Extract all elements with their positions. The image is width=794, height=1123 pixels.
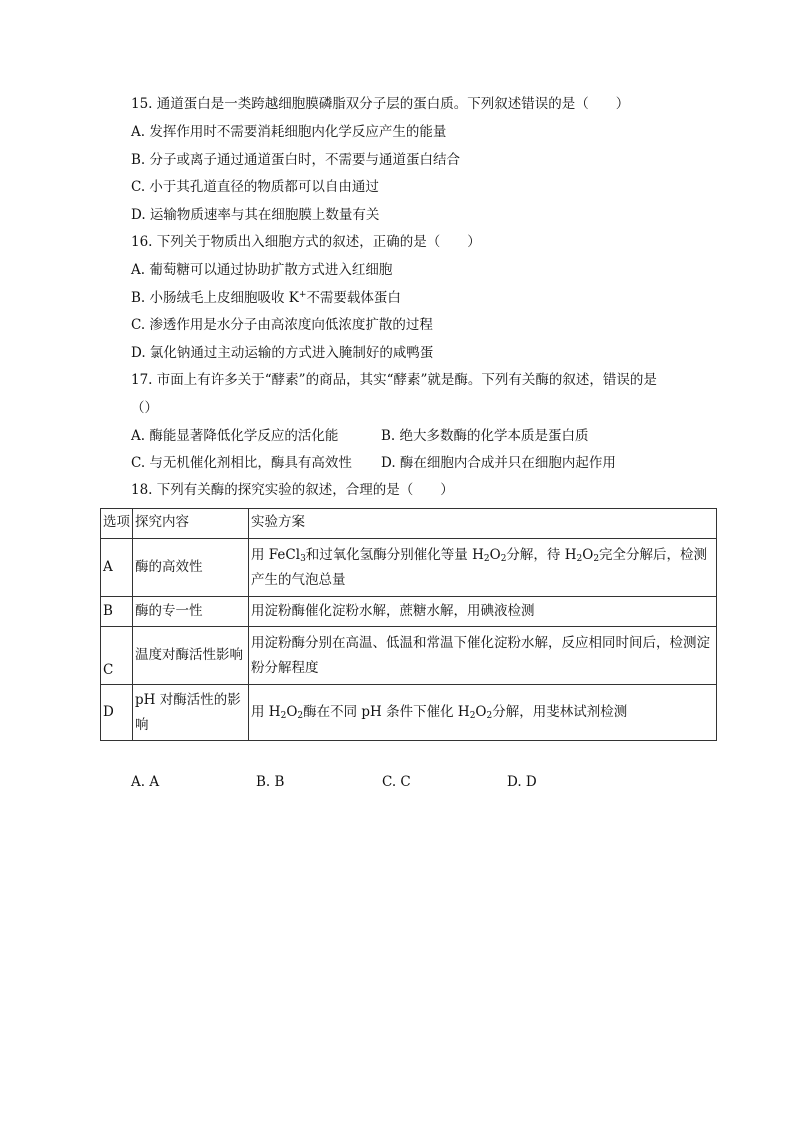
row-d-option: D: [101, 685, 133, 741]
q16-option-b-sup: +: [298, 290, 307, 300]
row-a-plan-text: 完全分解后，检测产生的气泡总量: [251, 546, 708, 588]
row-d-content: pH 对酶活性的影响: [133, 685, 249, 741]
row-a-plan-sub: 3: [300, 553, 306, 564]
row-a-plan-text: O: [489, 546, 501, 563]
row-b-content: 酶的专一性: [133, 597, 249, 627]
table-row: [101, 539, 717, 597]
header-content: 探究内容: [133, 509, 249, 539]
q16-option-b-post: 不需要载体蛋白: [306, 290, 401, 306]
q15-option-b: B. 分子或离子通过通道蛋白时，不需要与通道蛋白结合: [131, 152, 461, 168]
row-a-plan-sub: 2: [576, 553, 583, 564]
row-d-plan-sub: 2: [486, 711, 493, 721]
q15-option-c: C. 小于其孔道直径的物质都可以自由通过: [131, 179, 379, 195]
q16-stem: 16. 下列关于物质出入细胞方式的叙述，正确的是（ ）: [131, 234, 481, 250]
row-c-content: 温度对酶活性影响: [133, 627, 249, 685]
q15-option-d: D. 运输物质速率与其在细胞膜上数量有关: [131, 207, 380, 223]
row-c-plan: 用淀粉酶分别在高温、低温和常温下催化淀粉水解，反应相同时间后，检测淀粉分解程度: [249, 627, 717, 685]
row-d-plan-sub: 2: [280, 711, 287, 721]
q17-option-d: D. 酶在细胞内合成并只在细胞内起作用: [381, 455, 616, 471]
row-d-plan-sub: 2: [469, 711, 476, 721]
row-a-option: A: [101, 539, 133, 597]
row-d-plan-text: 酶在不同 pH 条件下催化 H: [303, 704, 470, 720]
table-row: [101, 627, 717, 685]
header-option: 选项: [101, 509, 133, 539]
table-header-row: [101, 509, 717, 539]
row-d-plan: [249, 685, 717, 741]
row-d-plan-text: O: [475, 704, 487, 720]
row-d-plan-sub: 2: [297, 711, 304, 721]
q17-option-c: C. 与无机催化剂相比，酶具有高效性: [131, 455, 352, 471]
row-d-plan-text: O: [286, 704, 298, 720]
row-c-option: C: [101, 627, 133, 685]
row-a-plan-sub: 2: [483, 553, 490, 564]
row-a-plan-text: 分解，待 H: [506, 546, 577, 563]
row-b-option: B: [101, 597, 133, 627]
q15-stem: 15. 通道蛋白是一类跨越细胞膜磷脂双分子层的蛋白质。下列叙述错误的是（ ）: [131, 96, 630, 112]
row-a-plan-sub: 2: [593, 553, 600, 564]
q18-option-c: C. C: [382, 774, 411, 790]
q15-option-a: A. 发挥作用时不需要消耗细胞内化学反应产生的能量: [131, 124, 447, 140]
row-d-plan-text: 用 H: [251, 704, 281, 720]
row-b-plan: 用淀粉酶催化淀粉水解，蔗糖水解，用碘液检测: [249, 597, 717, 627]
q17-option-a: A. 酶能显著降低化学反应的活化能: [131, 428, 339, 444]
q18-option-d: D. D: [507, 774, 537, 790]
header-plan: 实验方案: [249, 509, 717, 539]
q17-stem: 17. 市面上有许多关于“酵素”的商品，其实“酵素”就是酶。下列有关酶的叙述，错误的是: [131, 372, 657, 388]
row-a-plan: [249, 539, 717, 597]
row-a-plan-text: 用 FeCl: [251, 546, 301, 563]
row-a-plan-text: O: [582, 546, 594, 563]
table-row: [101, 685, 717, 741]
row-d-plan-text: 分解，用斐林试剂检测: [492, 704, 628, 720]
table-row: [101, 597, 717, 627]
q18-option-a: A. A: [131, 774, 160, 790]
experiment-table: [100, 508, 717, 741]
q16-option-b: [131, 289, 401, 307]
q17-option-b: B. 绝大多数酶的化学本质是蛋白质: [381, 428, 589, 444]
q18-option-b: B. B: [256, 774, 285, 790]
row-a-plan-text: 和过氧化氢酶分别催化等量 H: [305, 546, 484, 563]
q16-option-d: D. 氯化钠通过主动运输的方式进入腌制好的咸鸭蛋: [131, 345, 434, 361]
row-a-content: 酶的高效性: [133, 539, 249, 597]
q16-option-b-pre: B. 小肠绒毛上皮细胞吸收 K: [131, 290, 299, 306]
q16-option-a: A. 葡萄糖可以通过协助扩散方式进入红细胞: [131, 262, 393, 278]
q17-paren: （）: [131, 400, 158, 416]
q18-stem: 18. 下列有关酶的探究实验的叙述，合理的是（ ）: [131, 482, 454, 498]
q16-option-c: C. 渗透作用是水分子由高浓度向低浓度扩散的过程: [131, 317, 433, 333]
row-a-plan-sub: 2: [500, 553, 507, 564]
